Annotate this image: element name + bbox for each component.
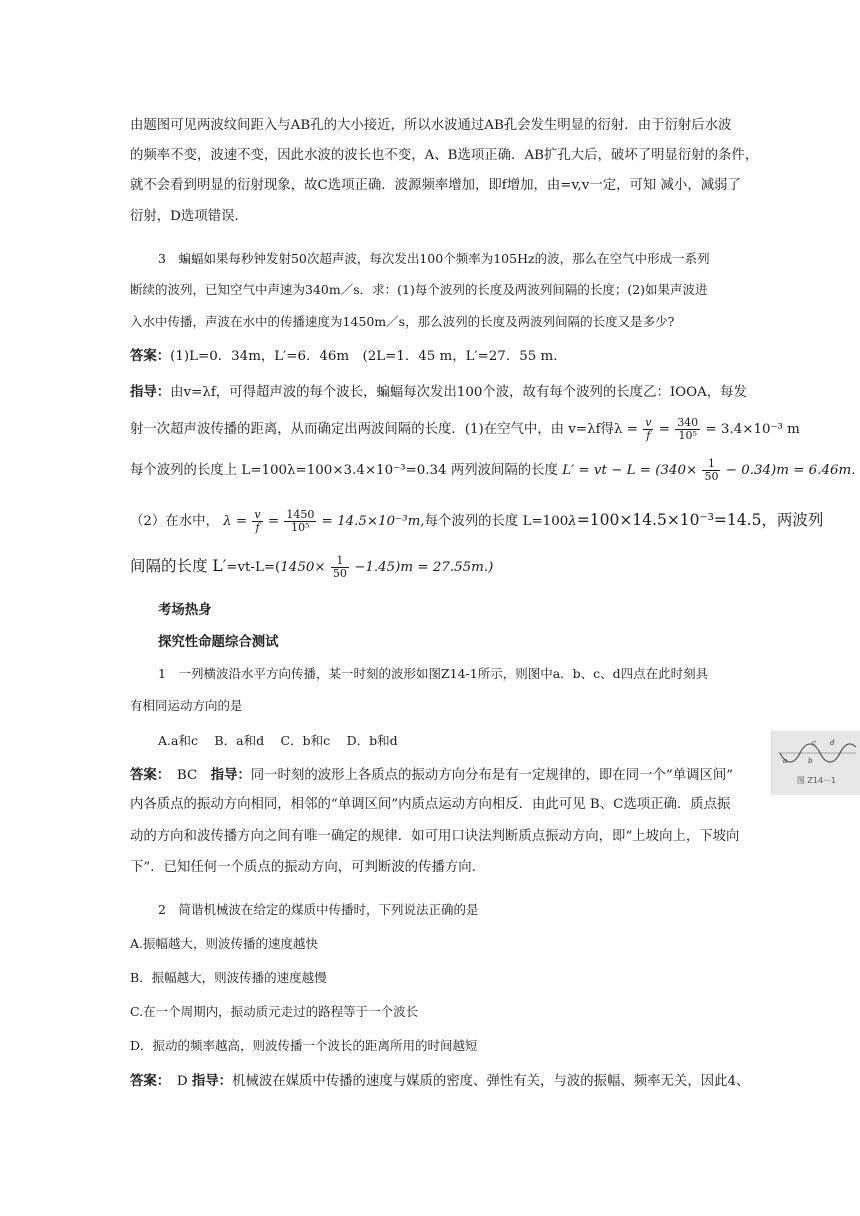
option-b: B．振幅越大，则波传播的速度越慢: [130, 970, 327, 985]
denominator: f: [646, 429, 651, 442]
fraction: [675, 417, 700, 442]
point-label-c: c: [812, 739, 816, 747]
answer-choice: D: [163, 1074, 192, 1089]
answer-line: [130, 347, 730, 366]
point-label-b: b: [808, 757, 813, 765]
answer-label: 答案：: [130, 348, 171, 364]
paragraph-line: 断续的波列，已知空气中声速为340m／s．求：(1)每个波列的长度及两波列间隔的长度；(2)如果声波进: [130, 282, 708, 297]
guide-line: [130, 383, 747, 402]
guide-label: 指导：: [191, 1073, 233, 1089]
guide-text: 间隔的长度 L′: [130, 557, 227, 575]
option-a: A.振幅越大，则波传播的速度越快: [130, 936, 319, 951]
numerator: v: [645, 416, 652, 429]
guide-text: 每个波列的长度 L=100: [424, 514, 569, 529]
lambda-symbol: λ: [568, 514, 577, 529]
paragraph-line: 内各质点的振动方向相同，相邻的“单调区间”内质点运动方向相反．由此可见 B、C选项正确．质点振: [130, 797, 731, 812]
answer-line: [130, 766, 734, 785]
equation-result: = 14.5×10⁻³m,: [321, 514, 425, 529]
paragraph-line: 入水中传播，声波在水中的传播速度为1450m／s，那么波列的长度及两波列间隔的长度又是多少?: [130, 314, 675, 329]
answer-line: [130, 1072, 750, 1091]
paragraph-line: 由题图可见两波纹间距入与AB孔的大小接近，所以水波通过AB孔会发生明显的衍射．由于衍射后水波: [130, 118, 732, 133]
answer-text: (1)L=0．34m，L′=6．46m (2L=1．45 m，L′=27．55 m．: [170, 349, 567, 364]
guide-text: 由v=λf，可得超声波的每个波长，蝙蝠每次发出100个波，故有每个波列的长度乙：IOOA，每发: [170, 385, 747, 400]
point-label-d: d: [830, 739, 835, 747]
wave-diagram: [772, 731, 860, 775]
numerator: 340: [677, 416, 699, 429]
guide-text: （2）在水中，: [130, 514, 219, 529]
paragraph-line: 下”．已知任何一个质点的振动方向，可判断波的传播方向．: [130, 860, 485, 875]
question-3: 3 蝙蝠如果每秒钟发射50次超声波，每次发出100个频率为105Hz的波，那么在空气中形成一系列: [158, 251, 710, 266]
equation-line: [130, 508, 824, 534]
denominator: f: [255, 521, 260, 534]
question-1: 1 一列横波沿水平方向传播，某一时刻的波形如图Z14-1所示，则图中a．b、c、d四点在此时刻具: [158, 666, 709, 681]
equation: L′ = vt − L = (340×: [562, 463, 698, 478]
equation: 1450×: [280, 560, 326, 575]
guide-label: 指导：: [210, 767, 251, 783]
guide-text: =100×14.5×10⁻³=14.5，两波列: [576, 511, 824, 529]
answer-label: 答案：: [130, 1073, 164, 1089]
answer-choice: BC: [163, 768, 211, 783]
denominator: 10⁵: [291, 521, 310, 534]
option-c: C.在一个周期内，振动质元走过的路程等于一个波长: [130, 1004, 419, 1019]
guide-text: 射一次超声波传播的距离，从而确定出两波间隔的长度．(1)在空气中，由 v=λf得λ: [130, 422, 623, 437]
lambda-symbol: λ =: [223, 514, 248, 529]
fraction: [331, 555, 349, 580]
guide-text: =vt-L=(: [226, 560, 281, 575]
fraction: [284, 509, 316, 534]
guide-label: 指导：: [130, 384, 171, 400]
paragraph-line: 衍射，D选项错误．: [130, 209, 248, 224]
section-subheading: 探究性命题综合测试: [158, 634, 279, 650]
point-label-a: a: [783, 757, 788, 765]
equation-line: [130, 554, 730, 580]
figure-caption: 图 Z14－1: [796, 776, 837, 785]
fraction: [643, 417, 653, 442]
equals-sign: =: [658, 422, 670, 437]
section-heading: 考场热身: [158, 602, 212, 618]
wave-figure: [771, 731, 860, 795]
options-line: A.a和c B．a和d C．b和c D．b和d: [158, 733, 398, 748]
question-2: 2 简谐机械波在给定的煤质中传播时，下列说法正确的是: [158, 902, 479, 917]
paragraph-line: 就不会看到明显的衍射现象，故C选项正确．波源频率增加，即f增加，由=v,v一定，可知 减小，减弱了: [130, 178, 741, 193]
denominator: 50: [332, 567, 347, 580]
option-d: D．振动的频率越高，则波传播一个波长的距离所用的时间越短: [130, 1038, 478, 1053]
equation-line: [130, 457, 856, 483]
paragraph-line: 动的方向和波传播方向之间有唯一确定的规律．如可用口诀法判断质点振动方向，即“上坡向上，下坡向: [130, 829, 740, 844]
answer-label: 答案：: [130, 767, 164, 783]
numerator: 1450: [286, 508, 315, 521]
guide-text: 每个波列的长度上 L=100λ=100×3.4×10⁻³=0.34 两列波间隔的长度: [130, 463, 558, 478]
numerator: v: [254, 508, 261, 521]
equation-line: [130, 416, 800, 442]
denominator: 10⁵: [678, 429, 697, 442]
paragraph-line: 的频率不变，波速不变，因此水波的波长也不变，A、B选项正确．AB扩孔大后，破坏了明显衍射的条件，: [130, 148, 759, 163]
equation-result: − 0.34)m = 6.46m.: [725, 463, 856, 478]
numerator: 1: [702, 458, 720, 471]
fraction: [252, 509, 262, 534]
guide-text: 同一时刻的波形上各质点的振动方向分布是有一定规律的，即在同一个“单调区间”: [250, 768, 734, 783]
equation-result: = 3.4×10⁻³ m: [705, 422, 800, 437]
equals-sign: =: [626, 422, 638, 437]
guide-text: 机械波在媒质中传播的速度与媒质的密度、弹性有关，与波的振幅、频率无关，因此4、: [232, 1074, 750, 1089]
equals-sign: =: [267, 514, 280, 529]
fraction: [702, 458, 720, 483]
equation-result: −1.45)m = 27.55m.): [354, 560, 494, 575]
paragraph-line: 有相同运动方向的是: [130, 698, 243, 713]
denominator: 50: [704, 470, 719, 483]
numerator: 1: [331, 555, 349, 568]
